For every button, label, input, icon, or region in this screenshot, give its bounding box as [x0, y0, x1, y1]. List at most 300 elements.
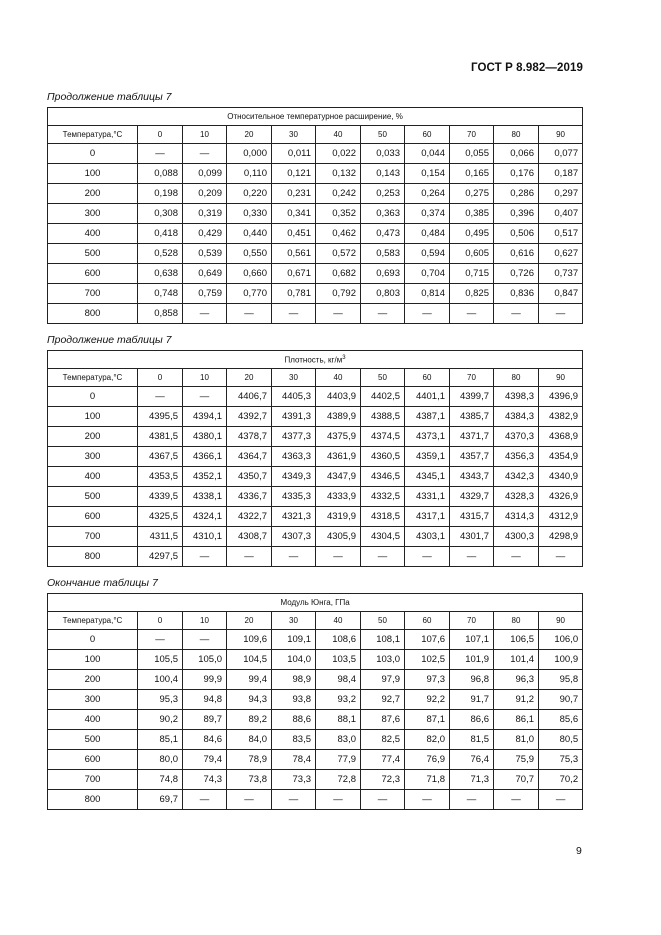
column-header: 10	[183, 369, 227, 387]
table-cell: 101,4	[494, 650, 539, 670]
table-cell: 92,7	[361, 690, 405, 710]
column-header: 0	[138, 612, 183, 630]
table-cell: 72,3	[361, 770, 405, 790]
table-cell: 0,605	[450, 244, 494, 264]
table-cell: 105,0	[183, 650, 227, 670]
table-cell: 100,4	[138, 670, 183, 690]
row-temperature: 800	[48, 790, 138, 810]
table-cell: 4363,3	[272, 447, 316, 467]
table-cell: 83,5	[272, 730, 316, 750]
table-cell: 0,627	[539, 244, 583, 264]
table-title-superscript: 3	[342, 354, 346, 361]
table-cell: 0,022	[316, 144, 361, 164]
table-cell: —	[405, 790, 450, 810]
density-table	[47, 350, 583, 567]
table-cell: 0,649	[183, 264, 227, 284]
page-number: 9	[576, 845, 582, 857]
table-cell: 0,847	[539, 284, 583, 304]
youngs-modulus-table	[47, 593, 583, 810]
table-row	[48, 184, 583, 204]
table-cell: 0,308	[138, 204, 183, 224]
table-cell: 103,5	[316, 650, 361, 670]
table-cell: 4406,7	[227, 387, 272, 407]
table-cell: 0,693	[361, 264, 405, 284]
table-cell: 4322,7	[227, 507, 272, 527]
table-cell: 90,2	[138, 710, 183, 730]
row-temperature: 400	[48, 710, 138, 730]
table-row	[48, 670, 583, 690]
table-cell: 0,121	[272, 164, 316, 184]
table-row	[48, 507, 583, 527]
table-cell: 70,2	[539, 770, 583, 790]
table-cell: —	[361, 790, 405, 810]
table-cell: 0,473	[361, 224, 405, 244]
table-cell: 4321,3	[272, 507, 316, 527]
table-row	[48, 244, 583, 264]
table-cell: —	[316, 790, 361, 810]
table-cell: 107,1	[450, 630, 494, 650]
table-cell: 4381,5	[138, 427, 183, 447]
table-cell: 4388,5	[361, 407, 405, 427]
temperature-header: Температура,°С	[48, 369, 138, 387]
table-cell: —	[227, 790, 272, 810]
table-cell: 4359,1	[405, 447, 450, 467]
thermal-expansion-table	[47, 107, 583, 324]
table-cell: 77,9	[316, 750, 361, 770]
table-cell: —	[450, 547, 494, 567]
table-title-text: Относительное температурное расширение, %	[227, 112, 403, 121]
table-cell: 4373,1	[405, 427, 450, 447]
table-cell: 107,6	[405, 630, 450, 650]
table-cell: 0,748	[138, 284, 183, 304]
table-cell: 89,2	[227, 710, 272, 730]
table-cell: 4403,9	[316, 387, 361, 407]
table-cell: 78,4	[272, 750, 316, 770]
table-cell: 84,0	[227, 730, 272, 750]
table-cell: 100,9	[539, 650, 583, 670]
column-header: 20	[227, 612, 272, 630]
temperature-header: Температура,°С	[48, 126, 138, 144]
table-cell: 98,4	[316, 670, 361, 690]
table-cell: 4317,1	[405, 507, 450, 527]
table-cell: 0,407	[539, 204, 583, 224]
table-cell: 4319,9	[316, 507, 361, 527]
table-cell: 0,858	[138, 304, 183, 324]
table-row	[48, 547, 583, 567]
table-cell: 4357,7	[450, 447, 494, 467]
table-cell: 91,2	[494, 690, 539, 710]
table-cell: 4350,7	[227, 467, 272, 487]
table-title	[48, 108, 583, 126]
column-header: 80	[494, 126, 539, 144]
table-cell: —	[316, 304, 361, 324]
table-cell: —	[227, 547, 272, 567]
table-cell: 0,506	[494, 224, 539, 244]
table-cell: 108,6	[316, 630, 361, 650]
table-cell: 0,517	[539, 224, 583, 244]
table-cell: 4332,5	[361, 487, 405, 507]
table-cell: 0,550	[227, 244, 272, 264]
table-cell: 4361,9	[316, 447, 361, 467]
table-cell: —	[494, 547, 539, 567]
table-cell: 81,5	[450, 730, 494, 750]
document-number: ГОСТ Р 8.982—2019	[471, 62, 583, 74]
column-header: 10	[183, 612, 227, 630]
table-cell: —	[138, 630, 183, 650]
table-cell: 4380,1	[183, 427, 227, 447]
row-temperature: 0	[48, 387, 138, 407]
table-cell: 85,1	[138, 730, 183, 750]
table-cell: 74,8	[138, 770, 183, 790]
table-cell: 79,4	[183, 750, 227, 770]
table-cell: 0,792	[316, 284, 361, 304]
table-cell: —	[138, 144, 183, 164]
table-cell: —	[361, 304, 405, 324]
table-caption: Окончание таблицы 7	[47, 577, 158, 589]
table-cell: —	[539, 547, 583, 567]
table-cell: 106,0	[539, 630, 583, 650]
table-cell: 4301,7	[450, 527, 494, 547]
table-cell: 0,363	[361, 204, 405, 224]
table-cell: 86,1	[494, 710, 539, 730]
table-row	[48, 447, 583, 467]
table-row	[48, 407, 583, 427]
table-cell: 0,165	[450, 164, 494, 184]
table-row	[48, 487, 583, 507]
table-cell: 4367,5	[138, 447, 183, 467]
table-cell: 0,803	[361, 284, 405, 304]
table-cell: 0,726	[494, 264, 539, 284]
table-cell: 0,594	[405, 244, 450, 264]
table-cell: 0,770	[227, 284, 272, 304]
table-cell: 71,3	[450, 770, 494, 790]
table-cell: 0,429	[183, 224, 227, 244]
table-cell: 4395,5	[138, 407, 183, 427]
table-cell: 0,396	[494, 204, 539, 224]
table-cell: 82,5	[361, 730, 405, 750]
table-cell: 4336,7	[227, 487, 272, 507]
column-header: 10	[183, 126, 227, 144]
table-cell: 4310,1	[183, 527, 227, 547]
column-header: 60	[405, 612, 450, 630]
temperature-header: Температура,°С	[48, 612, 138, 630]
table-cell: 4368,9	[539, 427, 583, 447]
table-cell: —	[316, 547, 361, 567]
table-header-row	[48, 126, 583, 144]
table-cell: 106,5	[494, 630, 539, 650]
table-cell: —	[183, 387, 227, 407]
table-row	[48, 427, 583, 447]
table-cell: 0,110	[227, 164, 272, 184]
table-cell: 4325,5	[138, 507, 183, 527]
table-cell: 0,561	[272, 244, 316, 264]
table-cell: 0,495	[450, 224, 494, 244]
table-cell: 4394,1	[183, 407, 227, 427]
table-cell: 97,9	[361, 670, 405, 690]
table-cell: 0,209	[183, 184, 227, 204]
table-cell: 0,825	[450, 284, 494, 304]
table-cell: 94,8	[183, 690, 227, 710]
table-cell: 103,0	[361, 650, 405, 670]
table-cell: 95,3	[138, 690, 183, 710]
table-cell: 0,253	[361, 184, 405, 204]
table-cell: 4347,9	[316, 467, 361, 487]
table-cell: 85,6	[539, 710, 583, 730]
table-cell: 0,715	[450, 264, 494, 284]
table-cell: 4366,1	[183, 447, 227, 467]
table-cell: 4318,5	[361, 507, 405, 527]
table-cell: —	[183, 630, 227, 650]
table-cell: 0,440	[227, 224, 272, 244]
table-cell: 4377,3	[272, 427, 316, 447]
table-cell: 0,814	[405, 284, 450, 304]
column-header: 40	[316, 612, 361, 630]
row-temperature: 400	[48, 224, 138, 244]
table-cell: 4311,5	[138, 527, 183, 547]
table-cell: 4402,5	[361, 387, 405, 407]
table-cell: 97,3	[405, 670, 450, 690]
table-cell: 78,9	[227, 750, 272, 770]
table-cell: 4304,5	[361, 527, 405, 547]
row-temperature: 300	[48, 447, 138, 467]
table-cell: 0,759	[183, 284, 227, 304]
table-cell: 0,528	[138, 244, 183, 264]
table-cell: 0,418	[138, 224, 183, 244]
row-temperature: 600	[48, 264, 138, 284]
table-cell: —	[539, 304, 583, 324]
table-cell: 88,6	[272, 710, 316, 730]
table-cell: 104,0	[272, 650, 316, 670]
table-cell: 4353,5	[138, 467, 183, 487]
table-cell: 4343,7	[450, 467, 494, 487]
table-cell: 0,220	[227, 184, 272, 204]
table-cell: 4399,7	[450, 387, 494, 407]
table-cell: 0,132	[316, 164, 361, 184]
table-cell: 109,1	[272, 630, 316, 650]
table-cell: 0,671	[272, 264, 316, 284]
table-cell: 76,4	[450, 750, 494, 770]
row-temperature: 100	[48, 407, 138, 427]
table-cell: 0,781	[272, 284, 316, 304]
table-cell: 75,3	[539, 750, 583, 770]
table-cell: —	[183, 144, 227, 164]
row-temperature: 500	[48, 487, 138, 507]
table-cell: 80,0	[138, 750, 183, 770]
table-cell: 0,539	[183, 244, 227, 264]
table-cell: 4338,1	[183, 487, 227, 507]
table-cell: 99,4	[227, 670, 272, 690]
table-cell: 0,638	[138, 264, 183, 284]
table-cell: 101,9	[450, 650, 494, 670]
table-row	[48, 710, 583, 730]
table-cell: 0,330	[227, 204, 272, 224]
table-cell: 0,297	[539, 184, 583, 204]
table-cell: 4307,3	[272, 527, 316, 547]
row-temperature: 200	[48, 184, 138, 204]
table-cell: 82,0	[405, 730, 450, 750]
column-header: 50	[361, 612, 405, 630]
table-cell: 4333,9	[316, 487, 361, 507]
row-temperature: 600	[48, 750, 138, 770]
column-header: 0	[138, 126, 183, 144]
table-cell: 98,9	[272, 670, 316, 690]
column-header: 80	[494, 612, 539, 630]
table-cell: 4356,3	[494, 447, 539, 467]
table-cell: 0,154	[405, 164, 450, 184]
table-header-row	[48, 612, 583, 630]
table-cell: 4405,3	[272, 387, 316, 407]
row-temperature: 600	[48, 507, 138, 527]
row-temperature: 300	[48, 690, 138, 710]
table-cell: 4396,9	[539, 387, 583, 407]
table-cell: 4354,9	[539, 447, 583, 467]
table-cell: 0,616	[494, 244, 539, 264]
column-header: 70	[450, 612, 494, 630]
table-cell: —	[405, 304, 450, 324]
table-cell: 0,462	[316, 224, 361, 244]
table-row	[48, 730, 583, 750]
table-cell: 77,4	[361, 750, 405, 770]
table-cell: 4382,9	[539, 407, 583, 427]
table-cell: 89,7	[183, 710, 227, 730]
table-cell: 70,7	[494, 770, 539, 790]
table-cell: 4305,9	[316, 527, 361, 547]
row-temperature: 0	[48, 630, 138, 650]
table-title-row	[48, 108, 583, 126]
table-cell: 0,044	[405, 144, 450, 164]
table-cell: 80,5	[539, 730, 583, 750]
table-cell: 0,242	[316, 184, 361, 204]
table-title	[48, 594, 583, 612]
table-cell: 87,6	[361, 710, 405, 730]
table-cell: 81,0	[494, 730, 539, 750]
table-cell: 4360,5	[361, 447, 405, 467]
table-row	[48, 304, 583, 324]
table-cell: 4312,9	[539, 507, 583, 527]
table-caption: Продолжение таблицы 7	[47, 91, 172, 103]
table-cell: 87,1	[405, 710, 450, 730]
table-cell: 90,7	[539, 690, 583, 710]
row-temperature: 500	[48, 244, 138, 264]
table-title	[48, 351, 583, 369]
table-cell: 74,3	[183, 770, 227, 790]
table-cell: 0,286	[494, 184, 539, 204]
table-cell: 4389,9	[316, 407, 361, 427]
table-cell: 0,374	[405, 204, 450, 224]
row-temperature: 200	[48, 427, 138, 447]
table-cell: 4385,7	[450, 407, 494, 427]
table-cell: 0,451	[272, 224, 316, 244]
column-header: 90	[539, 369, 583, 387]
table-cell: 83,0	[316, 730, 361, 750]
table-cell: —	[405, 547, 450, 567]
row-temperature: 300	[48, 204, 138, 224]
table-cell: 4303,1	[405, 527, 450, 547]
table-cell: 0,737	[539, 264, 583, 284]
table-cell: 88,1	[316, 710, 361, 730]
table-cell: 4328,3	[494, 487, 539, 507]
table-cell: 69,7	[138, 790, 183, 810]
table-cell: 84,6	[183, 730, 227, 750]
table-cell: 4335,3	[272, 487, 316, 507]
table-cell: —	[183, 304, 227, 324]
column-header: 20	[227, 369, 272, 387]
table-cell: —	[539, 790, 583, 810]
table-cell: 4308,7	[227, 527, 272, 547]
table-cell: 0,099	[183, 164, 227, 184]
table-row	[48, 284, 583, 304]
table-cell: 4374,5	[361, 427, 405, 447]
table-cell: 71,8	[405, 770, 450, 790]
table-cell: 95,8	[539, 670, 583, 690]
table-cell: 72,8	[316, 770, 361, 790]
table-cell: 4371,7	[450, 427, 494, 447]
table-cell: 86,6	[450, 710, 494, 730]
column-header: 20	[227, 126, 272, 144]
table-cell: 108,1	[361, 630, 405, 650]
column-header: 0	[138, 369, 183, 387]
table-cell: 4392,7	[227, 407, 272, 427]
table-cell: —	[450, 304, 494, 324]
table-cell: 96,3	[494, 670, 539, 690]
table-row	[48, 770, 583, 790]
table-row	[48, 387, 583, 407]
table-cell: 93,8	[272, 690, 316, 710]
table-row	[48, 467, 583, 487]
table-header-row	[48, 369, 583, 387]
table-cell: 0,187	[539, 164, 583, 184]
table-cell: 4387,1	[405, 407, 450, 427]
table-cell: 73,3	[272, 770, 316, 790]
table-cell: 4346,5	[361, 467, 405, 487]
row-temperature: 700	[48, 284, 138, 304]
table-cell: 4314,3	[494, 507, 539, 527]
table-cell: 73,8	[227, 770, 272, 790]
table-cell: 4340,9	[539, 467, 583, 487]
row-temperature: 400	[48, 467, 138, 487]
column-header: 90	[539, 612, 583, 630]
table-cell: 0,352	[316, 204, 361, 224]
table-cell: 4298,9	[539, 527, 583, 547]
table-cell: 4331,1	[405, 487, 450, 507]
table-title-row	[48, 351, 583, 369]
row-temperature: 800	[48, 304, 138, 324]
table-cell: 4398,3	[494, 387, 539, 407]
column-header: 40	[316, 126, 361, 144]
table-cell: 4370,3	[494, 427, 539, 447]
table-cell: 4378,7	[227, 427, 272, 447]
table-cell: 0,341	[272, 204, 316, 224]
table-title-row	[48, 594, 583, 612]
table-row	[48, 164, 583, 184]
table-cell: 0,055	[450, 144, 494, 164]
table-cell: 0,143	[361, 164, 405, 184]
column-header: 60	[405, 126, 450, 144]
table-cell: 0,264	[405, 184, 450, 204]
table-cell: 75,9	[494, 750, 539, 770]
row-temperature: 500	[48, 730, 138, 750]
table-cell: 4326,9	[539, 487, 583, 507]
table-row	[48, 790, 583, 810]
table-cell: 0,682	[316, 264, 361, 284]
table-cell: 0,836	[494, 284, 539, 304]
table-cell: 0,275	[450, 184, 494, 204]
column-header: 70	[450, 369, 494, 387]
row-temperature: 800	[48, 547, 138, 567]
table-cell: 4329,7	[450, 487, 494, 507]
table-cell: 4324,1	[183, 507, 227, 527]
table-row	[48, 690, 583, 710]
